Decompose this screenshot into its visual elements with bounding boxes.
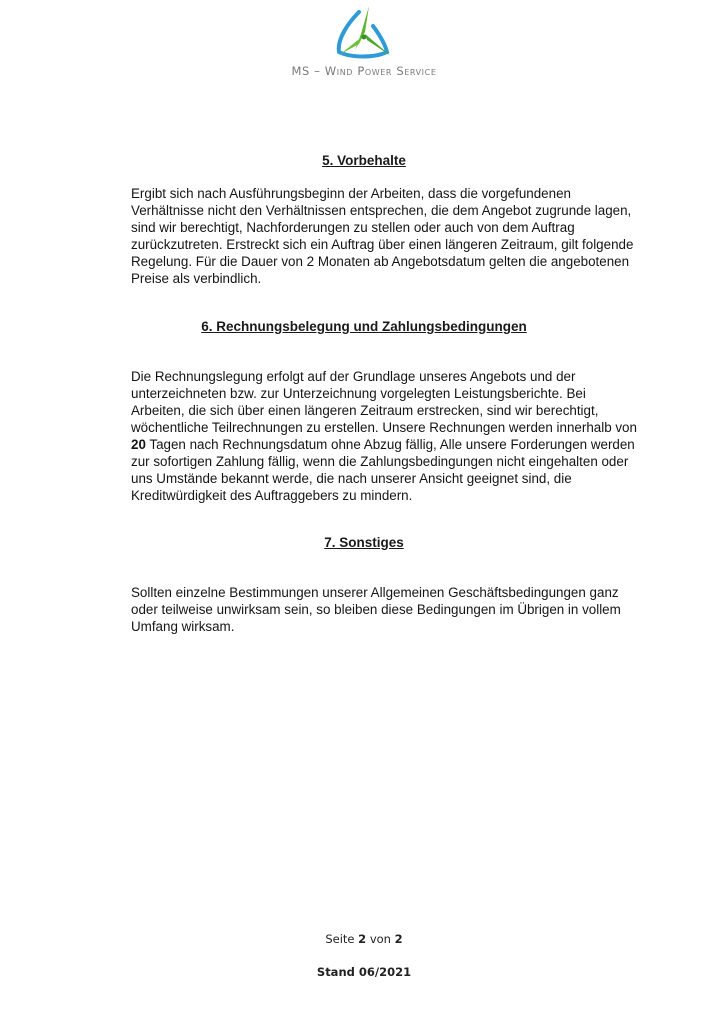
text-line: Umfang wirksam. xyxy=(131,619,235,634)
text-line: Ergibt sich nach Ausführungsbeginn der Arbeiten, dass die vorgefundenen xyxy=(131,186,571,201)
section-heading-vorbehalte: 5. Vorbehalte xyxy=(322,153,406,168)
text-line: Preise als verbindlich. xyxy=(131,271,262,286)
text-line: uns Umstände bekannt werde, die nach unserer Ansicht geeignet sind, die xyxy=(131,471,572,486)
document-version: Stand 06/2021 xyxy=(316,965,412,979)
page-separator: von xyxy=(366,932,395,946)
text-line: Verhältnisse nicht den Verhältnissen entsprechen, die dem Angebot zugrunde lagen, xyxy=(131,203,632,218)
page-label: Seite xyxy=(325,932,359,946)
section-body-vorbehalte xyxy=(131,185,671,287)
section-body-sonstiges xyxy=(131,584,671,635)
page-total: 2 xyxy=(394,932,403,946)
section-body-rechnungsbelegung xyxy=(131,368,671,504)
text-fragment: Tagen nach Rechnungsdatum ohne Abzug fällig, Alle unsere Forderungen werden xyxy=(145,437,635,452)
text-line: Arbeiten, die sich über einen längeren Zeitraum erstrecken, sind wir berechtigt, xyxy=(131,403,599,418)
text-line xyxy=(131,436,671,453)
company-logo xyxy=(0,4,728,78)
text-line: zur sofortigen Zahlung fällig, wenn die Zahlungsbedingungen nicht eingehalten oder xyxy=(131,454,629,469)
company-name: MS – Wind Power Service xyxy=(291,64,437,78)
page-number xyxy=(0,932,728,946)
text-line: Regelung. Für die Dauer von 2 Monaten ab Angebotsdatum gelten die angebotenen xyxy=(131,254,630,269)
text-line: oder teilweise unwirksam sein, so bleiben diese Bedingungen im Übrigen in vollem xyxy=(131,602,621,617)
text-line: wöchentliche Teilrechnungen zu erstellen. Unsere Rechnungen werden innerhalb von xyxy=(131,420,637,435)
section-heading-rechnungsbelegung: 6. Rechnungsbelegung und Zahlungsbedingungen xyxy=(201,319,527,334)
wind-turbine-triangle-logo-icon xyxy=(329,4,399,62)
text-line: zurückzutreten. Erstreckt sich ein Auftrag über einen längeren Zeitraum, gilt folgende xyxy=(131,237,634,252)
text-line: Sollten einzelne Bestimmungen unserer Allgemeinen Geschäftsbedingungen ganz xyxy=(131,585,619,600)
page-current: 2 xyxy=(358,932,367,946)
payment-days-bold: 20 xyxy=(131,437,146,452)
section-heading-sonstiges: 7. Sonstiges xyxy=(324,535,404,550)
text-line: sind wir berechtigt, Nachforderungen zu stellen oder auch von dem Auftrag xyxy=(131,220,575,235)
text-line: Kreditwürdigkeit des Auftraggebers zu mindern. xyxy=(131,488,413,503)
text-line: Die Rechnungslegung erfolgt auf der Grundlage unseres Angebots und der xyxy=(131,369,576,384)
text-line: unterzeichneten bzw. zur Unterzeichnung vorgelegten Leistungsberichte. Bei xyxy=(131,386,586,401)
